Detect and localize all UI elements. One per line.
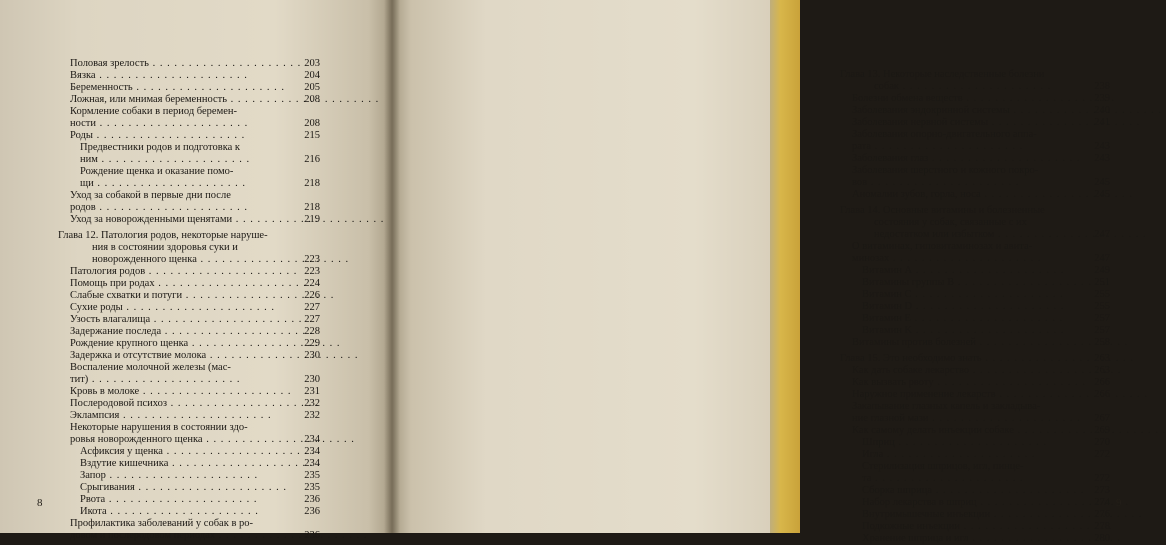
toc-entry — [840, 401, 1110, 413]
toc-entry-page: 223 — [304, 254, 320, 265]
toc-entry-title: вов . . . — [852, 177, 1019, 189]
toc-entry-page: 208 — [304, 118, 320, 129]
toc-entry-page: 203 — [304, 58, 320, 69]
toc-entry — [840, 69, 1110, 81]
right-page — [392, 0, 1122, 544]
toc-entry-page: 269 — [1094, 425, 1110, 436]
toc-entry — [58, 458, 320, 470]
toc-entry-title: родов . . . — [70, 202, 248, 214]
toc-entry — [840, 437, 1110, 449]
toc-entry-title: Игла . . . — [862, 449, 1036, 461]
toc-entry-page: 247 — [1094, 229, 1110, 240]
toc-entry — [58, 190, 320, 202]
toc-entry-title: Патология родов . . . — [70, 266, 297, 278]
toc-entry — [58, 214, 320, 226]
toc-entry-page: 236 — [304, 530, 320, 541]
toc-entry-page: 224 — [304, 278, 320, 289]
toc-entry-page: 219 — [304, 214, 320, 225]
toc-entry — [840, 413, 1110, 425]
toc-entry-title: Закапывание глазных капель и закладыва- — [852, 401, 1041, 412]
toc-entry-title: Рождение крупного щенка . . . — [70, 338, 340, 350]
toc-entry-page: 236 — [304, 506, 320, 517]
toc-entry-title: Внутримышечные инъекции . . . — [862, 509, 1142, 521]
toc-entry-page: 263 — [1094, 365, 1110, 376]
toc-entry — [840, 313, 1110, 325]
toc-entry-page: 234 — [304, 458, 320, 469]
toc-entry-page: 245 — [1094, 189, 1110, 200]
toc-entry — [58, 422, 320, 434]
toc-entry-title: Как самому делать инъекции собаке . . . — [852, 425, 1166, 437]
toc-entry — [840, 449, 1110, 461]
toc-entry-page: 216 — [304, 154, 320, 165]
toc-entry — [840, 353, 1110, 365]
toc-entry-title: Шприц . . . — [862, 437, 1047, 449]
toc-entry-title: щи . . . — [80, 178, 246, 190]
toc-entry-title: Профилактика заболеваний у собак в ро- — [70, 518, 254, 529]
toc-entry — [58, 58, 320, 70]
toc-entry-title: Как вызвать рвоту . . . — [852, 377, 1086, 389]
toc-entry-page: 232 — [304, 398, 320, 409]
toc-entry — [840, 141, 1110, 153]
toc-entry — [58, 434, 320, 446]
toc-entry — [58, 94, 320, 106]
toc-entry — [58, 278, 320, 290]
toc-entry-title: Уход за собакой в первые дни после — [70, 190, 231, 201]
toc-entry — [58, 506, 320, 518]
toc-entry — [840, 461, 1110, 473]
toc-entry — [58, 374, 320, 386]
toc-entry-page: 266 — [1094, 389, 1110, 400]
toc-entry — [840, 189, 1110, 201]
left-toc — [58, 58, 320, 542]
toc-entry-page: 218 — [304, 178, 320, 189]
toc-entry-page: 257 — [1094, 313, 1110, 324]
toc-entry-page: 280 — [1094, 533, 1110, 544]
toc-entry — [58, 70, 320, 82]
toc-entry-title: ние глазной мази . . . — [852, 413, 1081, 425]
toc-entry-title: О витаминах, гиповитаминозах и авита- — [852, 241, 1033, 252]
toc-entry — [840, 117, 1110, 129]
toc-entry-title: Подкожные инъекции . . . — [862, 521, 1112, 533]
toc-entry — [840, 301, 1110, 313]
toc-entry-title: Воспаление молочной железы (мас- — [70, 362, 231, 373]
toc-entry-title: Глава 15. Это необходимо знать . . . — [840, 353, 1134, 365]
toc-entry-page: 241 — [1094, 117, 1110, 128]
toc-entry-title: Запор . . . — [80, 470, 258, 482]
right-toc — [840, 69, 1110, 545]
toc-entry — [840, 253, 1110, 265]
toc-entry — [840, 485, 1110, 497]
right-page-number: 9 — [1116, 497, 1122, 509]
toc-entry-title: та . . . — [862, 473, 1024, 485]
toc-entry-page: 235 — [304, 470, 320, 481]
toc-entry-page: 258 — [1094, 337, 1110, 348]
toc-entry-title: Набор лекарства в шприц . . . — [862, 497, 1129, 509]
toc-entry-page: 273 — [1094, 485, 1110, 496]
toc-entry — [840, 289, 1110, 301]
toc-entry — [840, 217, 1110, 229]
toc-entry — [58, 82, 320, 94]
toc-entry-page: 231 — [304, 386, 320, 397]
toc-entry — [58, 130, 320, 142]
toc-entry-title: Заболевания шерстного и кожного покро- — [852, 165, 1039, 176]
toc-entry — [58, 350, 320, 362]
toc-entry-title: Витамин C . . . — [862, 289, 1064, 301]
toc-entry-title: минозах . . . — [852, 253, 1041, 265]
toc-entry-title: ровья новорожденного щенка . . . — [70, 434, 355, 446]
toc-entry-title: Глава 12. Патология родов, некоторые наруше- — [58, 230, 268, 241]
toc-entry — [58, 446, 320, 458]
toc-entry — [840, 177, 1110, 189]
toc-entry-title: тит) . . . — [70, 374, 241, 386]
toc-entry-page: 239 — [1094, 93, 1110, 104]
toc-entry — [58, 314, 320, 326]
toc-entry — [58, 326, 320, 338]
toc-entry-title: рата . . . — [852, 141, 1023, 153]
toc-entry-page: 229 — [304, 338, 320, 349]
toc-entry — [58, 410, 320, 422]
toc-entry-title: Рождение щенка и оказание помо- — [80, 166, 234, 177]
toc-entry-page: 234 — [304, 434, 320, 445]
toc-entry — [58, 290, 320, 302]
toc-entry-title: недостатком или избытком . . . — [874, 229, 1147, 241]
toc-entry — [58, 362, 320, 374]
toc-entry — [58, 518, 320, 530]
toc-entry-page: 227 — [304, 302, 320, 313]
toc-entry-page: 243 — [1094, 153, 1110, 164]
toc-entry-title: Витамины группы B . . . — [862, 277, 1106, 289]
toc-entry-title: ним . . . — [80, 154, 250, 166]
toc-entry-page: 278 — [1094, 521, 1110, 532]
toc-entry-title: ния в состоянии здоровья суки и — [92, 242, 238, 253]
toc-entry-title: Уход за новорожденными щенятами . . . — [70, 214, 384, 226]
toc-entry-page: 204 — [304, 70, 320, 81]
toc-entry — [58, 118, 320, 130]
toc-entry-title: Роды . . . — [70, 130, 245, 142]
toc-entry-title: собак . . . — [874, 81, 1051, 93]
toc-entry — [58, 154, 320, 166]
toc-entry-page: 223 — [304, 266, 320, 277]
toc-entry-title: Витамин D . . . — [862, 301, 1064, 313]
toc-entry — [58, 178, 320, 190]
toc-entry-title: Витамин E . . . — [862, 313, 1063, 325]
toc-entry — [840, 165, 1110, 177]
toc-entry-title: Узость влагалища . . . — [70, 314, 302, 326]
toc-entry — [58, 142, 320, 154]
toc-entry — [840, 241, 1110, 253]
toc-entry-page: 276 — [1094, 509, 1110, 520]
toc-entry-title: Асфиксия у щенка . . . — [80, 446, 315, 458]
toc-entry — [840, 325, 1110, 337]
toc-entry-title: Некоторые нарушения в состоянии здо- — [70, 422, 248, 433]
toc-entry-page: 266 — [1094, 377, 1110, 388]
toc-entry-title: Витамин A . . . — [862, 265, 1064, 277]
toc-entry — [840, 265, 1110, 277]
toc-entry-page: 228 — [304, 326, 320, 337]
toc-entry — [58, 202, 320, 214]
toc-entry-page: 240 — [1094, 105, 1110, 116]
toc-entry — [840, 205, 1110, 217]
toc-entry-title: Аномалии зубов, горла, носа . . . — [852, 189, 1133, 201]
toc-entry-page: 247 — [1094, 253, 1110, 264]
toc-entry — [840, 93, 1110, 105]
toc-entry-title: Заболевания опорно-двигательного аппа- — [852, 129, 1037, 140]
toc-entry — [58, 266, 320, 278]
toc-entry-title: Задержка и отсутствие молока . . . — [70, 350, 358, 362]
toc-entry-page: 238 — [1094, 81, 1110, 92]
toc-entry — [58, 530, 320, 542]
toc-entry-page: 205 — [304, 82, 320, 93]
toc-entry-title: довом и послеродовом периодах . . . — [70, 530, 367, 542]
toc-entry-page: 208 — [304, 94, 320, 105]
toc-entry-title: Стерилизация шприцов, игл, пинце- — [862, 461, 1024, 472]
toc-entry-page: 234 — [304, 446, 320, 457]
toc-entry-title: Слабые схватки и потуги . . . — [70, 290, 334, 302]
toc-entry-title: Послеродовой психоз . . . — [70, 398, 319, 410]
book-spine — [384, 0, 400, 533]
toc-entry-title: Болезни обмена веществ . . . — [852, 93, 1115, 105]
toc-entry — [58, 470, 320, 482]
toc-entry-page: 245 — [1094, 177, 1110, 188]
toc-entry-title: Кровь в молоке . . . — [70, 386, 291, 398]
toc-entry-title: Задержание последа . . . — [70, 326, 313, 338]
toc-entry-page: 272 — [1094, 449, 1110, 460]
toc-entry-title: Витамин K . . . — [862, 325, 1064, 337]
toc-entry — [840, 473, 1110, 485]
toc-entry-page: 218 — [304, 202, 320, 213]
toc-entry-title: Наружное применение лекарств . . . — [852, 389, 1148, 401]
toc-entry-title: новорожденного щенка . . . — [92, 254, 349, 266]
toc-entry-title: Глава 13. Некоторые наследственные болезни — [840, 69, 1045, 80]
toc-entry — [840, 81, 1110, 93]
toc-entry — [840, 105, 1110, 117]
toc-entry-page: 255 — [1094, 289, 1110, 300]
toc-entry-page: 236 — [304, 494, 320, 505]
toc-entry-page: 272 — [1094, 473, 1110, 484]
toc-entry — [58, 254, 320, 266]
toc-entry-title: Половая зрелость . . . — [70, 58, 301, 70]
toc-entry-title: Сборка шприца . . . — [862, 485, 1084, 497]
toc-entry-title: Заболевания нервной системы . . . — [852, 117, 1140, 129]
toc-entry-title: Предвестники родов и подготовка к — [80, 142, 241, 153]
toc-entry-title: Эклампсия . . . — [70, 410, 272, 422]
toc-entry-title: Беременность . . . — [70, 82, 285, 94]
left-page — [0, 0, 392, 541]
toc-entry — [840, 337, 1110, 349]
toc-entry — [840, 389, 1110, 401]
toc-entry-page: 263 — [1094, 353, 1110, 364]
toc-entry — [58, 482, 320, 494]
toc-entry — [840, 425, 1110, 437]
left-page-number: 8 — [37, 497, 43, 509]
toc-entry — [58, 302, 320, 314]
toc-entry — [58, 166, 320, 178]
toc-entry — [840, 277, 1110, 289]
toc-entry-title: Рвота . . . — [80, 494, 257, 506]
toc-entry-page: 230 — [304, 350, 320, 361]
toc-entry-title: Хранение шприца и игл . . . — [862, 533, 1121, 545]
toc-entry-page: 257 — [1094, 325, 1110, 336]
toc-entry-page: 274 — [1094, 497, 1110, 508]
toc-entry-page: 232 — [304, 410, 320, 421]
toc-entry — [840, 533, 1110, 545]
toc-entry — [840, 365, 1110, 377]
toc-entry-page: 243 — [1094, 141, 1110, 152]
toc-entry-title: Витамины против болезней . . . — [852, 337, 1128, 349]
toc-entry-title: Заболевания глаз . . . — [852, 153, 1081, 165]
toc-entry-page: 251 — [1094, 277, 1110, 288]
toc-entry — [58, 106, 320, 118]
toc-entry-page: 249 — [1094, 265, 1110, 276]
toc-entry-title: Заболевания эндокринной системы . . . — [852, 105, 1162, 117]
toc-entry-title: Помощь при родах . . . — [70, 278, 307, 290]
toc-entry-page: 226 — [304, 290, 320, 301]
toc-entry-page: 235 — [304, 482, 320, 493]
toc-entry — [840, 497, 1110, 509]
toc-entry — [58, 242, 320, 254]
toc-entry-page: 227 — [304, 314, 320, 325]
toc-entry — [58, 230, 320, 242]
toc-entry — [58, 338, 320, 350]
toc-entry — [58, 386, 320, 398]
toc-entry-title: Икота . . . — [80, 506, 259, 518]
toc-entry-page: 215 — [304, 130, 320, 141]
toc-entry-title: Ложная, или мнимая беременность . . . — [70, 94, 379, 106]
toc-entry-page: 230 — [304, 374, 320, 385]
toc-entry-page: 255 — [1094, 301, 1110, 312]
toc-entry-title: состояния у собак, связанные с их — [874, 217, 1027, 228]
toc-entry — [840, 229, 1110, 241]
toc-entry-title: Вязка . . . — [70, 70, 248, 82]
toc-entry — [840, 129, 1110, 141]
toc-entry — [58, 494, 320, 506]
toc-entry-title: Сухие роды . . . — [70, 302, 275, 314]
toc-entry-title: Кормление собаки в период беремен- — [70, 106, 237, 117]
toc-entry-title: Глава 14. Основные витамины и болезненные — [840, 205, 1045, 216]
cover-edge — [770, 0, 800, 533]
toc-entry-title: Срыгивания . . . — [80, 482, 287, 494]
toc-entry-page: 270 — [1094, 437, 1110, 448]
toc-entry-title: Как дать собаке лекарство . . . — [852, 365, 1121, 377]
toc-entry — [840, 377, 1110, 389]
toc-entry-title: Вздутие кишечника . . . — [80, 458, 321, 470]
toc-entry-title: ности . . . — [70, 118, 248, 130]
toc-entry — [840, 153, 1110, 165]
toc-entry — [840, 521, 1110, 533]
toc-entry-page: 267 — [1094, 413, 1110, 424]
toc-entry — [840, 509, 1110, 521]
toc-entry — [58, 398, 320, 410]
